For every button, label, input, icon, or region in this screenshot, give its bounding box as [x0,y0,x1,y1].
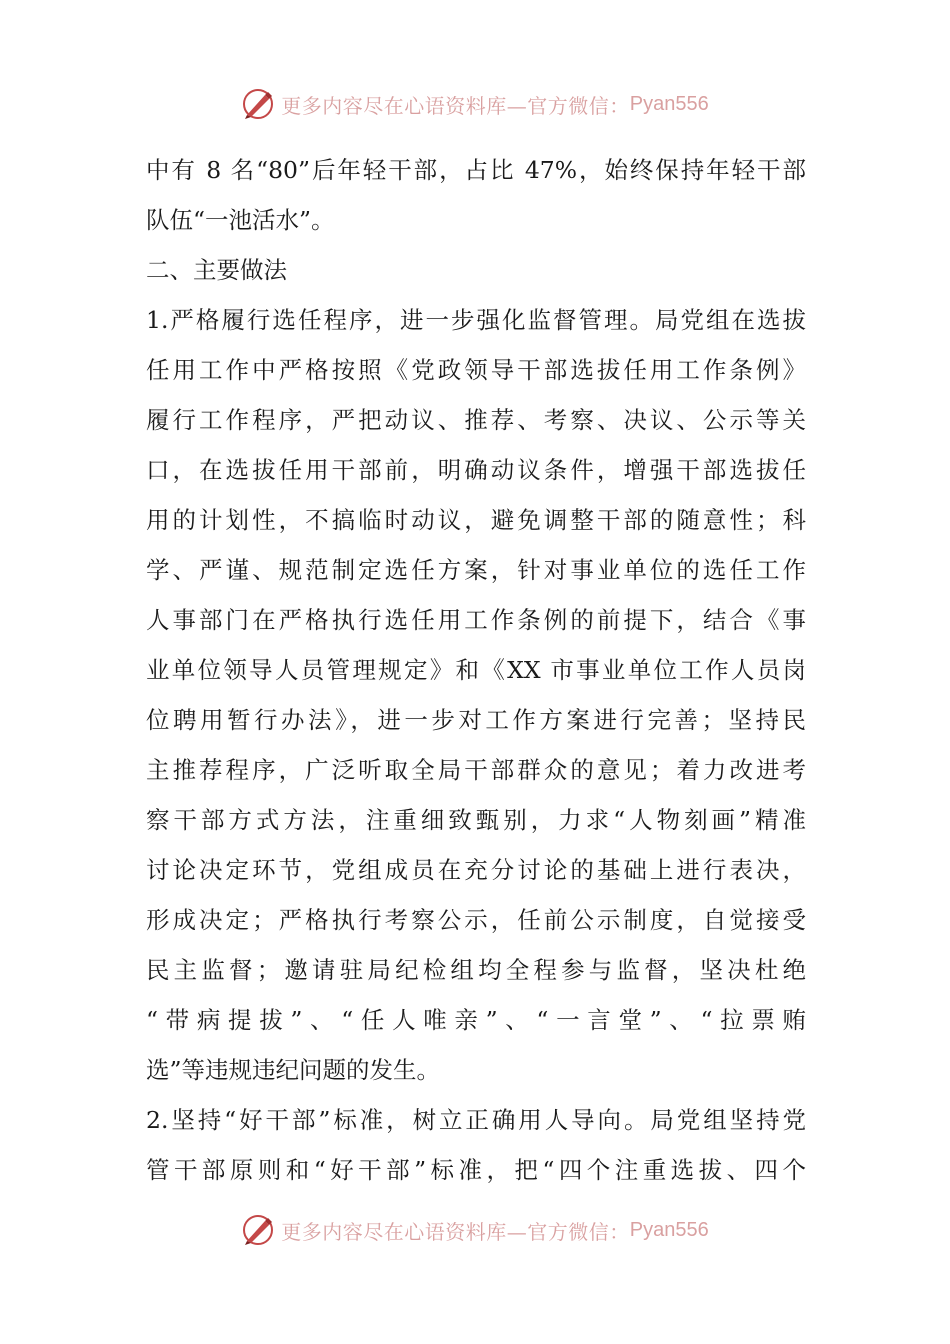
section-heading: 二、主要做法 [146,256,287,284]
text-line: 形成决定；严格执行考察公示，任前公示制度，自觉接受 [146,906,806,934]
text-line: 中有 8 名“80”后年轻干部，占比 47%，始终保持年轻干部 [146,156,806,184]
watermark-text: 更多内容尽在心语资料库—官方微信： [281,93,630,118]
text-line: 管干部原则和“好干部”标准，把“四个注重选拔、四个 [146,1156,806,1184]
watermark-brand: Pyan556 [629,1218,709,1241]
footer-watermark [0,1210,950,1250]
watermark-brand: Pyan556 [629,92,709,115]
text-line: 履行工作程序，严把动议、推荐、考察、决议、公示等关 [146,406,806,434]
text-line: 人事部门在严格执行选任用工作条例的前提下，结合《事 [146,606,806,634]
text-line: “带病提拔”、“任人唯亲”、“一言堂”、“拉票贿 [146,1006,806,1034]
text-line: 1.严格履行选任程序，进一步强化监督管理。局党组在选拔 [146,306,806,334]
text-line: 口，在选拔任用干部前，明确动议条件，增强干部选拔任 [146,456,806,484]
pen-logo-icon [241,87,275,121]
text-line: 任用工作中严格按照《党政领导干部选拔任用工作条例》 [146,356,806,384]
text-line: 民主监督；邀请驻局纪检组均全程参与监督，坚决杜绝 [146,956,806,984]
text-line: 选”等违规违纪问题的发生。 [146,1056,441,1084]
text-line: 用的计划性，不搞临时动议，避免调整干部的随意性；科 [146,506,806,534]
text-line: 察干部方式方法，注重细致甄别，力求“人物刻画”精准 [146,806,806,834]
header-watermark [0,84,950,124]
text-line: 业单位领导人员管理规定》和《XX 市事业单位工作人员岗 [146,656,806,684]
text-line: 2.坚持“好干部”标准，树立正确用人导向。局党组坚持党 [146,1106,806,1134]
text-line: 讨论决定环节，党组成员在充分讨论的基础上进行表决， [146,856,806,884]
pen-logo-icon [241,1213,275,1247]
text-line: 队伍“一池活水”。 [146,206,335,234]
text-line: 学、严谨、规范制定选任方案，针对事业单位的选任工作 [146,556,806,584]
document-body [146,145,806,1195]
text-line: 位聘用暂行办法》，进一步对工作方案进行完善；坚持民 [146,706,806,734]
watermark-text: 更多内容尽在心语资料库—官方微信： [281,1219,630,1244]
text-line: 主推荐程序，广泛听取全局干部群众的意见；着力改进考 [146,756,806,784]
